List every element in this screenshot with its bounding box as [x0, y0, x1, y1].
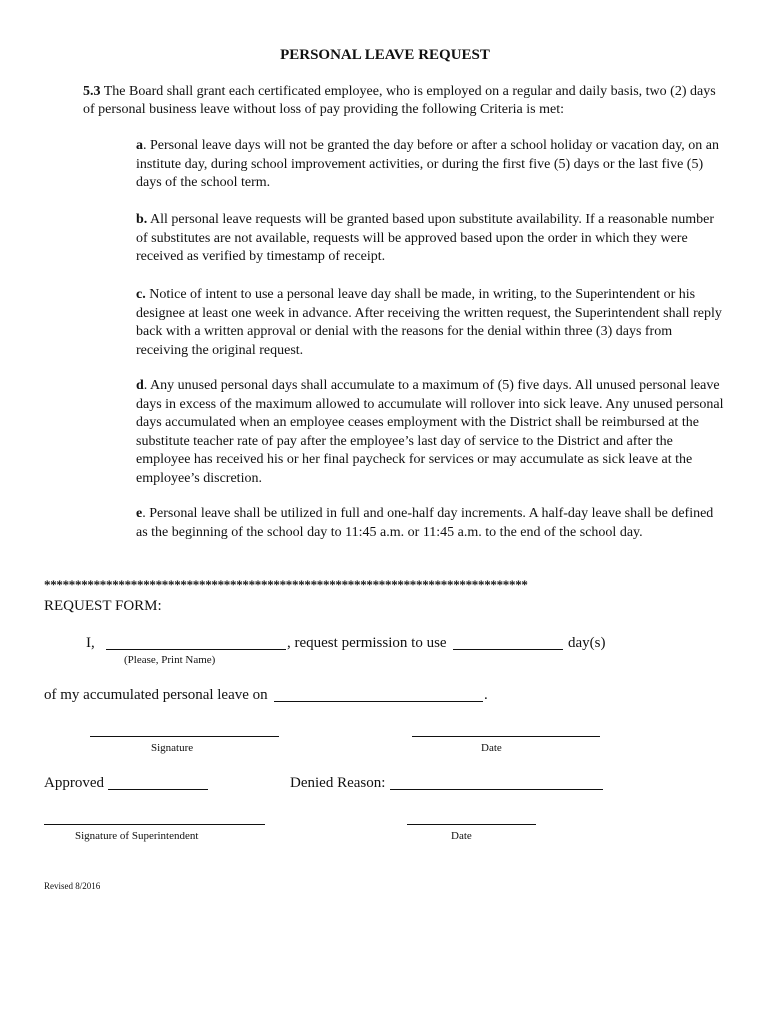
denied-reason-label: Denied Reason:: [290, 775, 386, 791]
approved-field[interactable]: [108, 775, 208, 790]
criteria-letter: c.: [136, 287, 146, 302]
criteria-letter: d: [136, 378, 144, 393]
superintendent-signature-label: Signature of Superintendent: [75, 830, 199, 842]
superintendent-date-label: Date: [451, 830, 472, 842]
request-form-heading: REQUEST FORM:: [44, 598, 162, 614]
criteria-item: [136, 377, 726, 489]
criteria-letter: a: [136, 138, 143, 153]
criteria-item: [136, 137, 726, 193]
employee-name-field[interactable]: [106, 635, 286, 650]
i-label: I,: [86, 635, 95, 651]
policy-intro-text: The Board shall grant each certificated employee, who is employed on a regular and daily basis, two (2) days of personal business leave without loss of pay providing the following Criteria is met:: [83, 84, 716, 117]
superintendent-date-line[interactable]: [407, 824, 536, 825]
separator-line: ******************************************************************************: [44, 577, 528, 592]
leave-date-field[interactable]: [274, 687, 483, 702]
superintendent-signature-line[interactable]: [44, 824, 265, 825]
approved-label: Approved: [44, 775, 104, 791]
policy-intro: [83, 83, 723, 119]
signature-label: Signature: [151, 742, 194, 754]
days-requested-field[interactable]: [453, 635, 563, 650]
criteria-text: . Any unused personal days shall accumulate to a maximum of (5) five days. All unused personal leave days in excess of the maximum allowed to accumulate will rollover into sick leave. Any unused personal days accumulated when an employee ceases employment with the District shall be reimbursed at the substitute teacher rate of pay after the employee’s last day of service to the District and after the employee has received his or her final paycheck for services or may accumulate as sick leave at the employee’s discretion.: [136, 378, 724, 486]
revised-date: Revised 8/2016: [44, 881, 101, 891]
criteria-item: [136, 505, 726, 542]
employee-date-line[interactable]: [412, 736, 600, 737]
criteria-letter: b.: [136, 212, 148, 227]
print-name-hint: (Please, Print Name): [124, 654, 216, 666]
days-label: day(s): [568, 635, 606, 651]
criteria-text: . Personal leave days will not be granted the day before or after a school holiday or vacation day, on an institute day, during school improvement activities, or during the first five (5) days or the last five (5) days of the school term.: [136, 138, 720, 191]
employee-signature-line[interactable]: [90, 736, 279, 737]
request-permission-text: , request permission to use: [287, 635, 447, 651]
criteria-text: All personal leave requests will be granted based upon substitute availability. If a reasonable number of substitutes are not available, requests will be approved based upon the order in which they were received as verified by timestamp of receipt.: [136, 212, 714, 265]
criteria-text: . Personal leave shall be utilized in full and one-half day increments. A half-day leave shall be defined as the beginning of the school day to 11:45 a.m. or 11:45 a.m. to the end of the school day.: [136, 506, 714, 540]
criteria-text: Notice of intent to use a personal leave day shall be made, in writing, to the Superintendent or his designee at least one week in advance. After receiving the written request, the Superintendent shall reply back with a written approval or denial with the reasons for the denial within three (3) days from receiving the original request.: [136, 287, 722, 358]
criteria-letter: e: [136, 506, 143, 521]
period: .: [484, 687, 488, 703]
policy-number: 5.3: [83, 84, 101, 99]
page-title: PERSONAL LEAVE REQUEST: [280, 47, 490, 63]
denied-reason-field[interactable]: [390, 775, 603, 790]
criteria-item: [136, 211, 726, 267]
criteria-item: [136, 286, 726, 360]
accumulated-leave-text: of my accumulated personal leave on: [44, 687, 268, 703]
date-label: Date: [481, 742, 502, 754]
